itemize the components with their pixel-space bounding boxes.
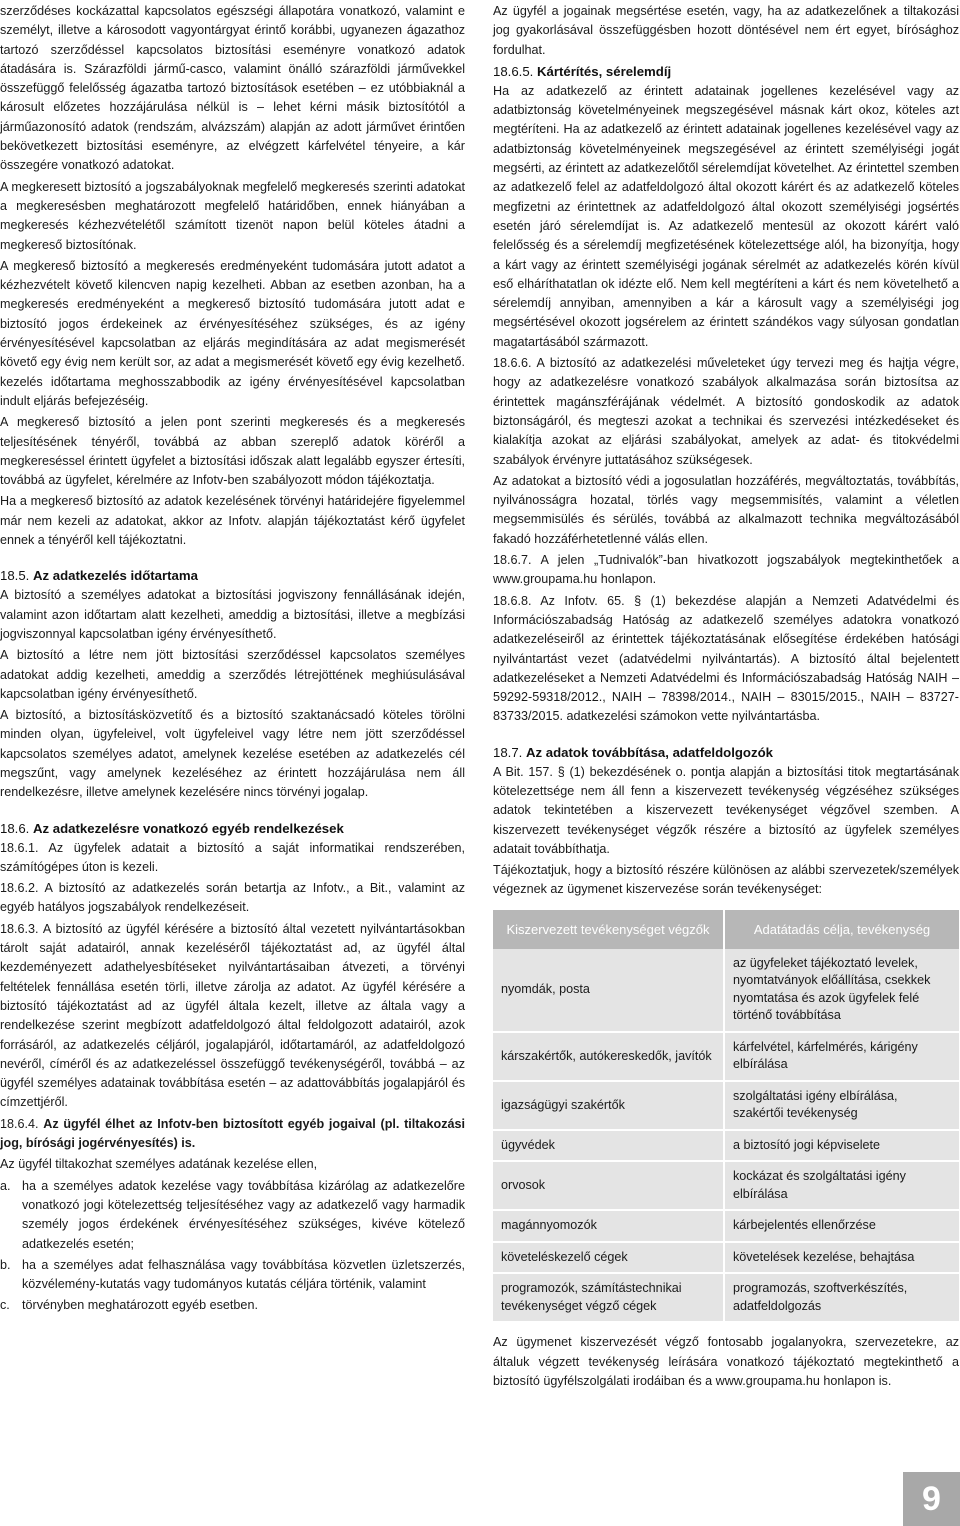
table-cell: kárszakértők, autókereskedők, javítók	[493, 1033, 725, 1082]
clause-number: 18.6.8.	[493, 593, 532, 608]
paragraph-tajekoztatjuk: Tájékoztatjuk, hogy a biztosító részére különösen az alábbi szervezetek/személyek végeznek az ügymenet kiszervezése során tevékenységet:	[493, 863, 959, 897]
list-item	[0, 1256, 465, 1295]
table-cell: a biztosító jogi képviselete	[725, 1131, 959, 1163]
paragraph-ugymenet: Az ügymenet kiszervezését végző fontosabb jogalanyokra, szervezetekre, az általuk végzett tevékenység leírására vonatkozó tájékoztató megtekinthető a biztosító ügyfélszolgálati irodáiban és a www.groupama.hu honlapon is.	[493, 1335, 959, 1388]
column-header: Adatátadás célja, tevékenység	[725, 910, 959, 949]
table-row	[493, 1033, 959, 1082]
clause-text: A jelen „Tudnivalók”-ban hivatkozott jogszabályok megtekinthetőek a www.groupama.hu honlapon.	[493, 553, 959, 587]
heading-number: 18.5.	[0, 568, 30, 584]
left-column	[0, 2, 465, 1318]
clause-number: 18.6.7.	[493, 553, 532, 568]
list-text: ha a személyes adatok kezelése vagy továbbítása kizárólag az adatkezelőre vonatkozó jogi kötelezettség teljesítéséhez vagy az adatkezelő vagy harmadik személy jogos érdekének érvényesítéséhez szükséges, kivéve kötelező adatkezelés esetén;	[22, 1178, 465, 1251]
table-cell: programozás, szoftverkészítés, adatfeldolgozás	[725, 1274, 959, 1323]
spacer	[0, 805, 465, 819]
table-cell: kockázat és szolgáltatási igény elbírálása	[725, 1162, 959, 1211]
paragraph-tiltakozas: Az ügyfél tiltakozhat személyes adatának kezelése ellen,	[0, 1157, 318, 1172]
heading-18-7	[493, 743, 959, 763]
paragraph-vedelem: Az adatokat a biztosító védi a jogosulatlan hozzáférés, megváltoztatás, továbbítás, nyilvánosságra hozatal, törlés vagy megsemmisítés, valamint a véletlen megsemmisülés és sérülés, továbbá az alkalmazott technika megváltozásából fakadó hozzáférhetetlenné válás ellen.	[493, 473, 959, 546]
list-marker: c.	[0, 1298, 10, 1313]
paragraph-18-6-6	[493, 354, 959, 470]
spacer	[0, 552, 465, 566]
heading-18-6-5	[493, 62, 959, 82]
heading-title: Az adatkezelésre vonatkozó egyéb rendelkezések	[33, 820, 344, 836]
paragraph-18-6-4	[0, 1115, 465, 1154]
paragraph-idotartam-2: A biztosító a létre nem jött biztosítási szerződéssel kapcsolatos személyes adatokat addig kezelheti, ameddig a szerződés létrejöttének meghiúsulásával kapcsolatban igény érvényesíthető.	[0, 648, 465, 701]
table-cell: kárfelvétel, kárfelmérés, kárigény elbírálása	[725, 1033, 959, 1082]
table-row	[493, 1131, 959, 1163]
heading-title: Kártérítés, sérelemdíj	[537, 63, 672, 79]
list-item	[0, 1177, 465, 1254]
heading-18-6	[0, 819, 465, 839]
list-item	[0, 1296, 465, 1315]
table-cell: igazságügyi szakértők	[493, 1082, 725, 1131]
paragraph-bit: A Bit. 157. § (1) bekezdésének o. pontja alapján a biztosítási titok megtartásának kötelezettsége nem áll fenn a kiszervezett tevékenység végzéséhez szükséges adatok tekintetében a kiszervezett tevékenységet végzővel szemben. A kiszervezett tevékenységet végzők részére a biztosító az ügyfelek személyes adatait továbbíthatja.	[493, 764, 959, 856]
paragraph-megkereso-kezelheti	[0, 257, 465, 411]
table-row	[493, 1274, 959, 1323]
clause-text: A biztosító az adatkezelési műveleteket úgy tervezi meg és hajtja végre, hogy az adatkezelésre vonatkozó szabályok alkalmazása során biztosítsa az érintettek magánszférájának védelmét. A biztosító gondoskodik az adatok biztonságáról, és megteszi azokat a technikai és szervezési intézkedéseket és kialakítja azokat az eljárási szabályokat, amelyek az adat- és titokvédelmi szabályok érvényre juttatásához szükségesek.	[493, 356, 959, 467]
table-row	[493, 1082, 959, 1131]
heading-18-5	[0, 566, 465, 586]
list-text: ha a személyes adat felhasználása vagy továbbítása közvetlen üzletszerzés, közvélemény-kutatás vagy tudományos kutatás céljára történik, valamint	[22, 1257, 465, 1292]
table-cell: orvosok	[493, 1162, 725, 1211]
paragraph-continued: szerződéses kockázattal kapcsolatos egészségi állapotára vonatkozó, valamint e személyt, illetve a károsodott vagyontárgyat érintő korábbi, ugyanezen ágazathoz tartozó szerződéssel kapcsolatos biztosítási eseményre vonatkozó adatok átadására is. Szárazföldi jármű-casco, valamint önálló szárazföldi járművekkel összefüggő felelősség ágazatba tartozó biztosítások esetében – ez utóbbiaknál a károsult előzetes hozzájárulása nélkül is – lehet kérni másik biztosítótól a járműazonosító adatok (rendszám, alvázszám) alapján az adott járművet érintően bekövetkezett biztosítási eseményre, az elvégzett kárfelvétel tényeire, a kár összegére vonatkozó adatokat.	[0, 4, 465, 173]
outsourcing-table	[493, 910, 959, 1324]
table-row	[493, 1162, 959, 1211]
clause-text: Az Infotv. 65. § (1) bekezdése alapján a Nemzeti Adatvédelmi és Információszabadság Hatóság az adatkezelő személyes adatokra vonatkozó adatkezeléseiről az érintettek tájékoztatásának elősegítése érdekében hatósági nyilvántartást vezet (adatvédelmi nyilvántartás). A biztosító által bejelentett adatkezeléseket a Nemzeti Adatvédelmi és Információszabadság Hatóság NAIH – 59292-59318/2012., NAIH – 78398/2014., NAIH – 83015/2015., NAIH – 83727-83733/2015. adatkezelési számokon vette nyilvántartásba.	[493, 593, 959, 724]
table-row	[493, 949, 959, 1033]
paragraph-megkeresett: A megkeresett biztosító a jogszabályoknak megfelelő megkeresés szerinti adatokat a megkeresésben meghatározott megfelelő határidőben, ennek hiányában a megkeresés kézhezvételétől számított tizenöt napon belül köteles átadni a megkereső biztosítónak.	[0, 179, 465, 252]
clause-number: 18.6.4.	[0, 1116, 39, 1131]
paragraph-18-6-1	[0, 839, 465, 878]
clause-text: Az ügyfelek adatait a biztosító a saját informatikai rendszerében, számítógépes úton is kezeli.	[0, 840, 465, 874]
clause-text: A biztosító az ügyfél kérésére a biztosító által vezetett nyilvántartásokban tárolt saját adatairól, annak kezeléséről tájékoztatást ad, az ügyfél által kezdeményezett adathelyesbítéseket nyilvántartásaiban átvezeti, a törvényi feltételek fennállása esetén törli, illetve zárolja az adatot. Az ügyfél kérésére a biztosító tájékoztatást ad az ügyfél általa kezelt, illetve az általa vagy a rendelkezése szerint megbízott adatfeldolgozó által feldolgozott adatairól, azok forrásáról, az adatkezelés céljáról, jogalapjáról, időtartamáról, az adatfeldolgozó nevéről, címéről és az adatkezeléssel összefüggő tevékenységéről, továbbá – az ügyfél személyes adatainak továbbítása esetén – az adattovábbítás jogalapjáról és címzettjéről.	[0, 921, 465, 1110]
paragraph-birosag: Az ügyfél a jogainak megsértése esetén, vagy, ha az adatkezelőnek a tiltakozási jog gyakorlásával összefüggésben hozott döntésével nem ért egyet, bírósághoz fordulhat.	[493, 4, 959, 57]
table-row	[493, 1211, 959, 1243]
heading-number: 18.7.	[493, 744, 523, 760]
right-column	[493, 2, 959, 1393]
clause-number: 18.6.6.	[493, 356, 532, 371]
table-cell: nyomdák, posta	[493, 949, 725, 1033]
clause-number: 18.6.1.	[0, 840, 39, 855]
paragraph-ertesites: A megkereső biztosító a jelen pont szerinti megkeresés és a megkeresés teljesítésének tényéről, továbbá az abban szereplő adatok köréről a megkereséssel érintett ügyfelet a biztosítási időszak alatt legalább egyszer értesíti, továbbá az ügyfelet, kérelmére az Infotv-ben szabályozott módon tájékoztatja.	[0, 415, 465, 488]
paragraph-18-6-2	[0, 879, 465, 918]
table-cell: ügyvédek	[493, 1131, 725, 1163]
text-megkereso-kezelheti: A megkereső biztosító a megkeresés eredményeként tudomására jutott adatot a kézhezvételt követő kilencven napig kezelheti. Abban az esetben azonban, ha a megkeresés eredményeként a megkereső biztosító tudomására jutott adat e biztosító jogos érdekeinek az érvényesítéséhez szükséges, és az igény érvényesítésével kapcsolatban az eljárás megindítására az adat megismerését követő egy évig nem került sor, az adat a megismerését követő egy évig kezelhető.	[0, 258, 465, 370]
clause-title: Az ügyfél élhet az Infotv-ben biztosított egyéb jogaival (pl. tiltakozási jog, bírósági jogérvényesítés) is.	[0, 1116, 466, 1151]
paragraph-18-6-8	[493, 592, 959, 727]
table-cell: kárbejelentés ellenőrzése	[725, 1211, 959, 1243]
clause-number: 18.6.2.	[0, 881, 39, 896]
table-header-row	[493, 910, 959, 949]
heading-title: Az adatok továbbítása, adatfeldolgozók	[526, 744, 773, 760]
text-eljaras-befejezes: kezelés időtartama meghosszabbodik az igény érvényesítésével kapcsolatban indult eljárás befejezéséig.	[0, 374, 465, 408]
list-marker: b.	[0, 1257, 11, 1272]
table-row	[493, 1243, 959, 1275]
page-number: 9	[903, 1472, 960, 1526]
paragraph-18-6-7	[493, 551, 959, 590]
clause-number: 18.6.3.	[0, 921, 39, 936]
objection-list	[0, 1177, 465, 1316]
heading-title: Az adatkezelés időtartama	[33, 568, 198, 584]
table-cell: magánnyomozók	[493, 1211, 725, 1243]
list-marker: a.	[0, 1178, 11, 1193]
heading-number: 18.6.	[0, 820, 30, 836]
table-cell: az ügyfeleket tájékoztató levelek, nyomtatványok előállítása, csekkek nyomtatása és azok ügyfelek felé történő továbbítása	[725, 949, 959, 1033]
table-cell: programozók, számítástechnikai tevékenységet végző cégek	[493, 1274, 725, 1323]
paragraph-idotartam-3: A biztosító, a biztosításközvetítő és a biztosító szaktanácsadó köteles törölni minden olyan, ügyfeleivel, volt ügyfeleivel vagy létre nem jött szerződéssel kapcsolatos személyes adatot, amelynek kezelése esetében az adatkezelés cél megszűnt, vagy amelynek kezeléséhez az érintett hozzájárulása nem áll rendelkezésre, illetve amelynek kezelésére nincs törvényi jogalap.	[0, 708, 465, 800]
table-cell: követelések kezelése, behajtása	[725, 1243, 959, 1275]
column-header: Kiszervezett tevékenységet végzők	[493, 910, 725, 949]
paragraph-idotartam-1: A biztosító a személyes adatokat a biztosítási jogviszony fennállásának idején, valamint azon időtartam alatt kezelheti, ameddig a biztosítási, illetve a megbízási jogviszonnyal kapcsolatban igény érvényesíthető.	[0, 588, 465, 641]
list-text: törvényben meghatározott egyéb esetben.	[22, 1298, 258, 1313]
heading-number: 18.6.5.	[493, 63, 534, 79]
table-cell: szolgáltatási igény elbírálása, szakértői tevékenység	[725, 1082, 959, 1131]
paragraph-karterites: Ha az adatkezelő az érintett adatainak jogellenes kezelésével vagy az adatbiztonság követelményeinek megszegésével másnak kárt okoz, köteles azt megtéríteni. Ha az adatkezelő az érintett adatainak jogellenes kezelésével vagy az adatbiztonság követelményeinek megszegésével az érintett személyiségi jogát megsérti, az érintett az adatkezelőtől sérelemdíjat követelhet. Az érintettel szemben az adatkezelő felel az adatfeldolgozó által okozott kárért és az adatkezelő köteles megfizetni az érintettnek az adatfeldolgozó által okozott személyiségi jogsértés esetén járó sérelemdíjat is. Az adatkezelő mentesül az okozott kárért való felelősség és a sérelemdíj megfizetésének kötelezettsége alól, ha bizonyítja, hogy a kárt vagy az érintett személyiségi jogának sérelmét az adatkezelés körén kívül eső elháríthatatlan ok idézte elő. Nem kell megtéríteni a kárt és nem követelhető a sérelemdíj annyiban, amennyiben a kár a károsult vagy a személyiségi jog megsértésével okozott jogsérelem az érintett szándékos vagy súlyosan gondatlan magatartásából származott.	[493, 83, 959, 349]
paragraph-18-6-3	[0, 920, 465, 1113]
clause-text: A biztosító az adatkezelés során betartja az Infotv., a Bit., valamint az egyéb hatályos jogszabályok rendelkezéseit.	[0, 881, 465, 915]
paragraph-hatarido: Ha a megkereső biztosító az adatok kezelésének törvényi határidejére figyelemmel már nem kezeli az adatokat, akkor az Infotv. alapján tájékoztatást kérő ügyfelet ennek a tényéről kell tájékoztatni.	[0, 494, 465, 548]
table-cell: követeléskezelő cégek	[493, 1243, 725, 1275]
spacer	[493, 729, 959, 743]
